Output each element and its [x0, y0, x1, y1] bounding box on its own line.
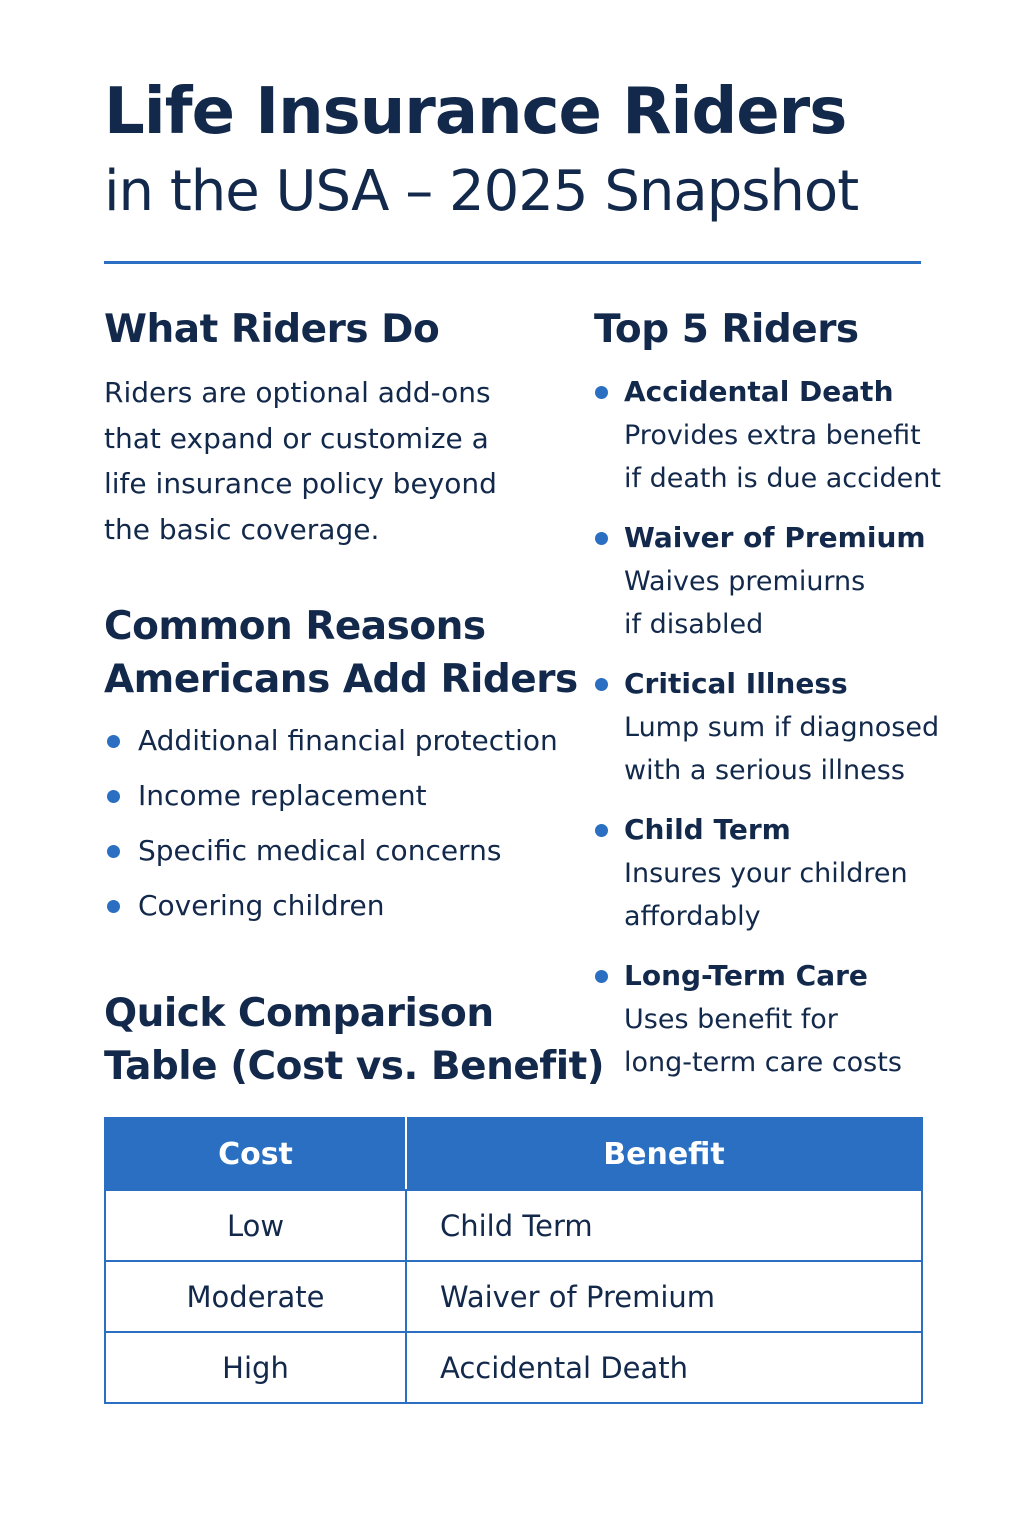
cost-cell: Moderate — [105, 1261, 406, 1332]
rider-description: Waives premiurns — [624, 566, 866, 597]
rider-description: if death is due accident — [624, 463, 941, 494]
what-riders-do-line: the basic coverage. — [104, 512, 380, 546]
reason-item — [104, 775, 558, 830]
benefit-cell: Waiver of Premium — [406, 1261, 922, 1332]
title-divider — [104, 261, 921, 264]
reason-label: Income replacement — [138, 779, 427, 812]
page-title: Life Insurance Riders — [104, 75, 847, 149]
common-reasons-list — [104, 720, 558, 940]
rider-description: long-term care costs — [624, 1047, 902, 1078]
table-row — [105, 1190, 922, 1261]
page-subtitle: in the USA – 2025 Snapshot — [104, 159, 859, 224]
bullet-icon — [595, 824, 608, 837]
rider-item — [594, 808, 941, 954]
reason-item — [104, 830, 558, 885]
bullet-icon — [107, 845, 120, 858]
rider-name: Child Term — [624, 813, 791, 846]
comparison-heading — [104, 987, 604, 1093]
table-row — [105, 1332, 922, 1403]
column-header-benefit: Benefit — [406, 1118, 922, 1190]
rider-description: Uses benefit for — [624, 1004, 838, 1035]
benefit-cell: Child Term — [406, 1190, 922, 1261]
rider-description: Insures your children — [624, 858, 908, 889]
common-reasons-heading-line: Americans Add Riders — [104, 657, 578, 702]
what-riders-do-line: life insurance policy beyond — [104, 467, 497, 500]
bullet-icon — [595, 970, 608, 983]
what-riders-do-heading: What Riders Do — [104, 307, 440, 352]
rider-description: Provides extra benefit — [624, 420, 921, 451]
reason-label: Specific medical concerns — [138, 834, 502, 867]
reason-item — [104, 885, 558, 940]
reason-item — [104, 720, 558, 775]
bullet-icon — [107, 790, 120, 803]
rider-name: Long-Term Care — [624, 959, 868, 992]
rider-item — [594, 954, 941, 1100]
common-reasons-heading-line: Common Reasons — [104, 604, 486, 649]
table-row — [105, 1261, 922, 1332]
bullet-icon — [107, 735, 120, 748]
bullet-icon — [595, 678, 608, 691]
top-riders-heading: Top 5 Riders — [594, 307, 859, 352]
bullet-icon — [107, 900, 120, 913]
reason-label: Additional financial protection — [138, 724, 558, 757]
common-reasons-heading — [104, 600, 578, 706]
rider-description: affordably — [624, 901, 761, 932]
rider-item — [594, 370, 941, 516]
what-riders-do-text — [104, 370, 544, 552]
bullet-icon — [595, 386, 608, 399]
top-riders-list — [594, 370, 941, 1100]
benefit-cell: Accidental Death — [406, 1332, 922, 1403]
cost-cell: High — [105, 1332, 406, 1403]
comparison-table — [104, 1117, 923, 1404]
rider-item — [594, 662, 941, 808]
bullet-icon — [595, 532, 608, 545]
rider-description: if disabled — [624, 609, 764, 640]
rider-name: Critical Illness — [624, 667, 848, 700]
what-riders-do-line: that expand or customize a — [104, 421, 489, 455]
rider-item — [594, 516, 941, 662]
rider-name: Accidental Death — [624, 375, 894, 408]
reason-label: Covering children — [138, 889, 385, 922]
what-riders-do-line: Riders are optional add-ons — [104, 376, 491, 409]
cost-cell: Low — [105, 1190, 406, 1261]
rider-name: Waiver of Premium — [624, 521, 926, 554]
rider-description: with a serious illness — [624, 755, 905, 786]
comparison-heading-line: Quick Comparison — [104, 991, 494, 1036]
rider-description: Lump sum if diagnosed — [624, 712, 940, 743]
column-header-cost: Cost — [105, 1118, 406, 1190]
table-header-row — [105, 1118, 922, 1190]
comparison-heading-line: Table (Cost vs. Benefit) — [104, 1044, 605, 1089]
